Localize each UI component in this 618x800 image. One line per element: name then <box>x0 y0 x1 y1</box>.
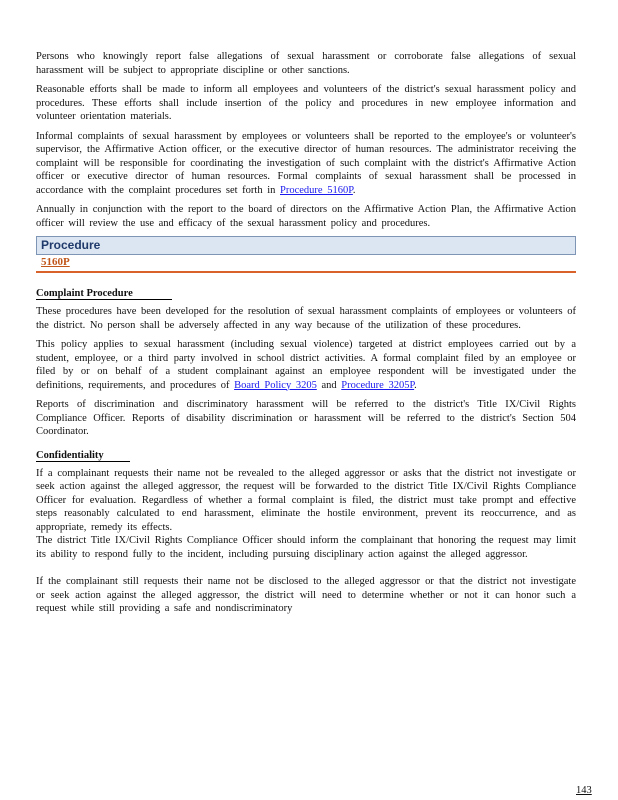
informal-end: . <box>352 184 356 196</box>
complaint-procedure-heading: Complaint Procedure <box>36 288 172 300</box>
procedure-3205p-link[interactable]: Procedure 3205P <box>341 379 415 391</box>
document-page <box>36 50 576 622</box>
confidentiality-request-paragraph: If a complainant requests their name not be revealed to the alleged aggressor or asks that the district not investigate or seek action against the alleged aggressor, the request will be forwarded to the district Title IX/Civil Rights Compliance Officer for evaluation. Regardless of whether a formal complaint is filed, the district must take prompt and effective steps reasonably calculated to end harassment, eliminate the hostile environment, prevent its reoccurrence, and as appropriate, remedy its effects. <box>36 467 576 533</box>
paragraph-spacer <box>36 567 576 575</box>
annual-review-paragraph: Annually in conjunction with the report to the board of directors on the Affirmative Action Plan, the Affirmative Action officer will review the use and efficacy of the sexual harassment policy and procedures. <box>36 204 576 229</box>
applies-end: . <box>414 379 417 391</box>
procedure-divider <box>36 271 576 273</box>
board-policy-3205-link[interactable]: Board Policy 3205 <box>234 379 317 391</box>
informal-text: Informal complaints of sexual harassment by employees or volunteers shall be reported to the employee's or volunteer's supervisor, the Affirmative Action officer, or the executive director of human resources. The administrator receiving the complaint will be responsible for coordinating the investigation of such complaint with the district's Affirmative Action officer or executive director of human resources. Formal complaints of sexual harassment shall be processed in accordance with the complaint procedures set forth in <box>36 130 576 196</box>
reports-discrimination-paragraph: Reports of discrimination and discriminatory harassment will be referred to the district's Title IX/Civil Rights Compliance Officer. Reports of disability discrimination or harassment will be referred to the district's Section 504 Coordinator. <box>36 399 576 437</box>
page-number: 143 <box>576 785 592 796</box>
procedure-5160p-link[interactable]: Procedure 5160P <box>280 184 353 196</box>
policy-applies-paragraph <box>36 338 576 392</box>
complaint-procedures-paragraph: These procedures have been developed for the resolution of sexual harassment complaints of employees or volunteers of the district. No person shall be adversely affected in any way because of the utilization of these procedures. <box>36 306 576 331</box>
false-allegations-paragraph: Persons who knowingly report false allegations of sexual harassment or corroborate false allegations of sexual harassment will be subject to appropriate discipline or other sanctions. <box>36 51 576 76</box>
confidentiality-heading: Confidentiality <box>36 450 130 462</box>
applies-mid: and <box>316 379 342 391</box>
procedure-number: 5160P <box>41 256 70 268</box>
compliance-officer-paragraph: The district Title IX/Civil Rights Compliance Officer should inform the complainant that honoring the request may limit its ability to respond fully to the incident, including pursuing disciplinary action against the alleged aggressor. <box>36 535 576 560</box>
inform-paragraph: Reasonable efforts shall be made to inform all employees and volunteers of the district's sexual harassment policy and procedures. These efforts shall include insertion of the policy and procedures in new employee information and volunteer orientation materials. <box>36 84 576 122</box>
procedure-header: Procedure <box>36 236 576 255</box>
complainant-still-requests-paragraph: If the complainant still requests their name not be disclosed to the alleged aggressor or that the district not investigate or seek action against the alleged aggressor, the district will need to determine whether or not it can honor such a request while still providing a safe and nondiscriminatory <box>36 576 576 614</box>
applies-text: This policy applies to sexual harassment (including sexual violence) targeted at district employees carried out by a student, employee, or a third party involved in school district activities. A formal complaint filed by an employee or filed by or on behalf of a student complainant against an employee respondent will be investigated under the definitions, requirements, and procedures of <box>36 339 576 391</box>
informal-complaints-paragraph <box>36 130 576 198</box>
